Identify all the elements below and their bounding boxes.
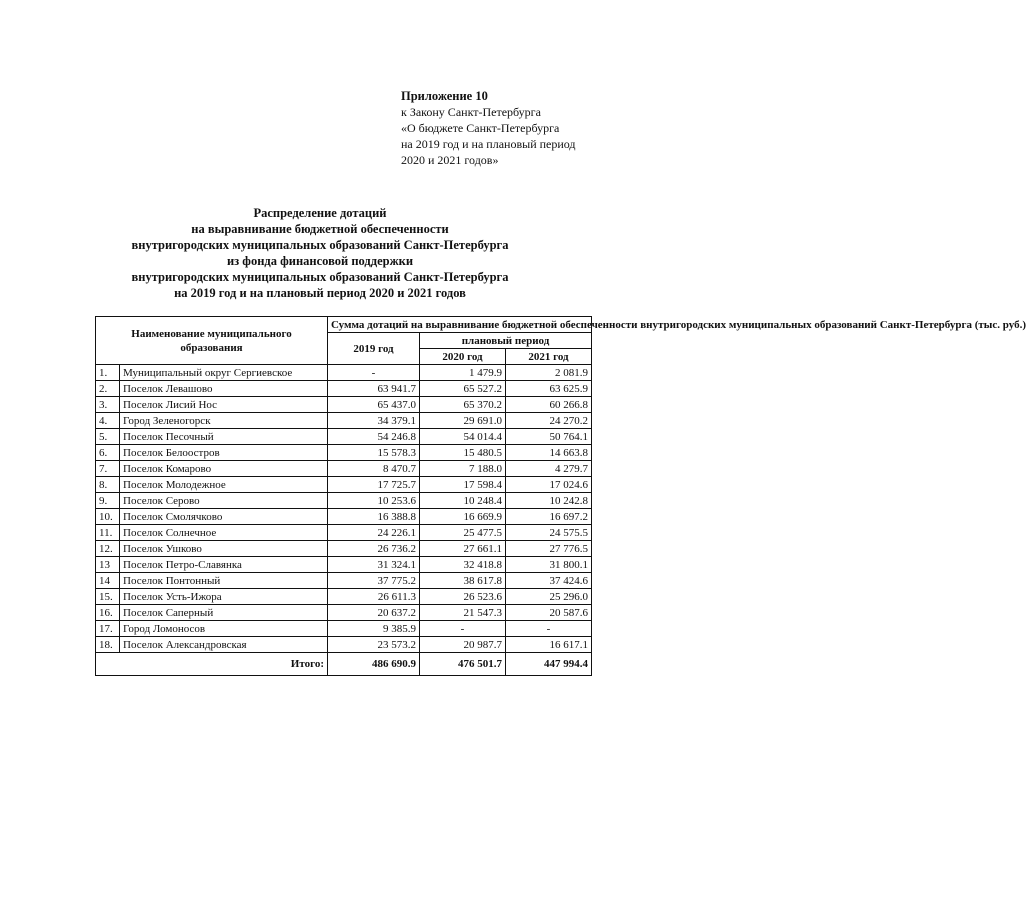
value-2019: 23 573.2	[328, 637, 420, 653]
municipality-name: Поселок Ушково	[120, 541, 328, 557]
value-2020: 10 248.4	[420, 493, 506, 509]
municipality-name: Поселок Петро-Славянка	[120, 557, 328, 573]
row-number: 3.	[96, 397, 120, 413]
value-2021: 20 587.6	[506, 605, 592, 621]
row-number: 9.	[96, 493, 120, 509]
appendix-line: 2020 и 2021 годов»	[401, 153, 499, 167]
value-2021: 24 575.5	[506, 525, 592, 541]
value-2020: 27 661.1	[420, 541, 506, 557]
value-2019: 65 437.0	[328, 397, 420, 413]
municipality-name: Муниципальный округ Сергиевское	[120, 365, 328, 381]
table-row	[96, 637, 592, 653]
header-sum: Сумма дотаций на выравнивание бюджетной обеспеченности внутригородских муниципальных образований Санкт-Петербурга (тыс. руб.)	[328, 317, 592, 333]
value-2021: 50 764.1	[506, 429, 592, 445]
title-line: на 2019 год и на плановый период 2020 и 2021 годов	[174, 286, 466, 300]
grants-table	[95, 316, 1026, 676]
value-2021: 27 776.5	[506, 541, 592, 557]
document-title	[90, 205, 550, 301]
value-2019: 37 775.2	[328, 573, 420, 589]
value-2019: 8 470.7	[328, 461, 420, 477]
value-2020: 54 014.4	[420, 429, 506, 445]
value-2021: 37 424.6	[506, 573, 592, 589]
value-2020: 26 523.6	[420, 589, 506, 605]
row-number: 13	[96, 557, 120, 573]
header-name: Наименование муниципального образования	[96, 317, 328, 365]
table-row	[96, 461, 592, 477]
table-row	[96, 413, 592, 429]
municipality-name: Поселок Молодежное	[120, 477, 328, 493]
value-2021: 63 625.9	[506, 381, 592, 397]
municipality-name: Поселок Солнечное	[120, 525, 328, 541]
value-2019: 16 388.8	[328, 509, 420, 525]
appendix-line: «О бюджете Санкт-Петербурга	[401, 121, 560, 135]
table-row	[96, 493, 592, 509]
table-body	[96, 365, 592, 653]
table-row	[96, 477, 592, 493]
value-2020: 7 188.0	[420, 461, 506, 477]
title-line: внутригородских муниципальных образований Санкт-Петербурга	[131, 270, 509, 284]
value-2020: 29 691.0	[420, 413, 506, 429]
row-number: 16.	[96, 605, 120, 621]
municipality-name: Поселок Понтонный	[120, 573, 328, 589]
value-2020: 1 479.9	[420, 365, 506, 381]
table-row	[96, 365, 592, 381]
municipality-name: Поселок Левашово	[120, 381, 328, 397]
appendix-line: к Закону Санкт-Петербурга	[401, 105, 541, 119]
value-2020: 65 527.2	[420, 381, 506, 397]
table-row	[96, 589, 592, 605]
row-number: 15.	[96, 589, 120, 605]
table-row	[96, 445, 592, 461]
title-line: из фонда финансовой поддержки	[226, 254, 414, 268]
row-number: 14	[96, 573, 120, 589]
municipality-name: Поселок Серово	[120, 493, 328, 509]
row-number: 4.	[96, 413, 120, 429]
header-planned-period: плановый период	[420, 333, 592, 349]
value-2020: 25 477.5	[420, 525, 506, 541]
appendix-title: Приложение 10	[401, 89, 488, 103]
municipality-name: Поселок Смолячково	[120, 509, 328, 525]
value-2019: 26 611.3	[328, 589, 420, 605]
row-number: 10.	[96, 509, 120, 525]
value-2021: 10 242.8	[506, 493, 592, 509]
municipality-name: Поселок Александровская	[120, 637, 328, 653]
value-2021: 2 081.9	[506, 365, 592, 381]
total-label: Итого:	[120, 653, 328, 676]
value-2021: 24 270.2	[506, 413, 592, 429]
row-number: 5.	[96, 429, 120, 445]
value-2021: 14 663.8	[506, 445, 592, 461]
value-2020: 38 617.8	[420, 573, 506, 589]
municipality-name: Город Ломоносов	[120, 621, 328, 637]
value-2021: 16 697.2	[506, 509, 592, 525]
row-number: 8.	[96, 477, 120, 493]
value-2019: -	[328, 365, 420, 381]
table-row	[96, 381, 592, 397]
value-2019: 26 736.2	[328, 541, 420, 557]
value-2020: 21 547.3	[420, 605, 506, 621]
value-2019: 9 385.9	[328, 621, 420, 637]
table-row	[96, 605, 592, 621]
header-year-2019: 2019 год	[328, 333, 420, 365]
value-2019: 24 226.1	[328, 525, 420, 541]
municipality-name: Поселок Лисий Нос	[120, 397, 328, 413]
header-year-2020: 2020 год	[420, 349, 506, 365]
value-2020: 32 418.8	[420, 557, 506, 573]
row-number: 18.	[96, 637, 120, 653]
municipality-name: Поселок Белоостров	[120, 445, 328, 461]
municipality-name: Поселок Усть-Ижора	[120, 589, 328, 605]
value-2020: 15 480.5	[420, 445, 506, 461]
municipality-name: Поселок Саперный	[120, 605, 328, 621]
row-number: 12.	[96, 541, 120, 557]
header-year-2021: 2021 год	[506, 349, 592, 365]
value-2019: 54 246.8	[328, 429, 420, 445]
appendix-block	[401, 88, 631, 168]
row-number: 1.	[96, 365, 120, 381]
value-2019: 10 253.6	[328, 493, 420, 509]
value-2021: 60 266.8	[506, 397, 592, 413]
municipality-name: Город Зеленогорск	[120, 413, 328, 429]
table-row	[96, 573, 592, 589]
value-2020: 17 598.4	[420, 477, 506, 493]
value-2019: 17 725.7	[328, 477, 420, 493]
row-number: 6.	[96, 445, 120, 461]
value-2021: 25 296.0	[506, 589, 592, 605]
row-number: 17.	[96, 621, 120, 637]
value-2019: 20 637.2	[328, 605, 420, 621]
table-row	[96, 509, 592, 525]
value-2021: 17 024.6	[506, 477, 592, 493]
total-row	[96, 653, 592, 676]
value-2021: 16 617.1	[506, 637, 592, 653]
value-2019: 15 578.3	[328, 445, 420, 461]
value-2019: 63 941.7	[328, 381, 420, 397]
municipality-name: Поселок Песочный	[120, 429, 328, 445]
appendix-line: на 2019 год и на плановый период	[401, 137, 576, 151]
value-2021: 31 800.1	[506, 557, 592, 573]
value-2021: -	[506, 621, 592, 637]
table-row	[96, 429, 592, 445]
total-2019: 486 690.9	[328, 653, 420, 676]
value-2019: 31 324.1	[328, 557, 420, 573]
total-2020: 476 501.7	[420, 653, 506, 676]
title-line: Распределение дотаций	[253, 206, 387, 220]
total-2021: 447 994.4	[506, 653, 592, 676]
value-2020: -	[420, 621, 506, 637]
municipality-name: Поселок Комарово	[120, 461, 328, 477]
value-2020: 65 370.2	[420, 397, 506, 413]
value-2019: 34 379.1	[328, 413, 420, 429]
row-number: 2.	[96, 381, 120, 397]
value-2021: 4 279.7	[506, 461, 592, 477]
table-row	[96, 397, 592, 413]
table-row	[96, 621, 592, 637]
total-blank-cell	[96, 653, 120, 676]
row-number: 11.	[96, 525, 120, 541]
table-row	[96, 525, 592, 541]
row-number: 7.	[96, 461, 120, 477]
table-row	[96, 557, 592, 573]
value-2020: 16 669.9	[420, 509, 506, 525]
title-line: на выравнивание бюджетной обеспеченности	[191, 222, 449, 236]
title-line: внутригородских муниципальных образований Санкт-Петербурга	[131, 238, 509, 252]
table-row	[96, 541, 592, 557]
value-2020: 20 987.7	[420, 637, 506, 653]
